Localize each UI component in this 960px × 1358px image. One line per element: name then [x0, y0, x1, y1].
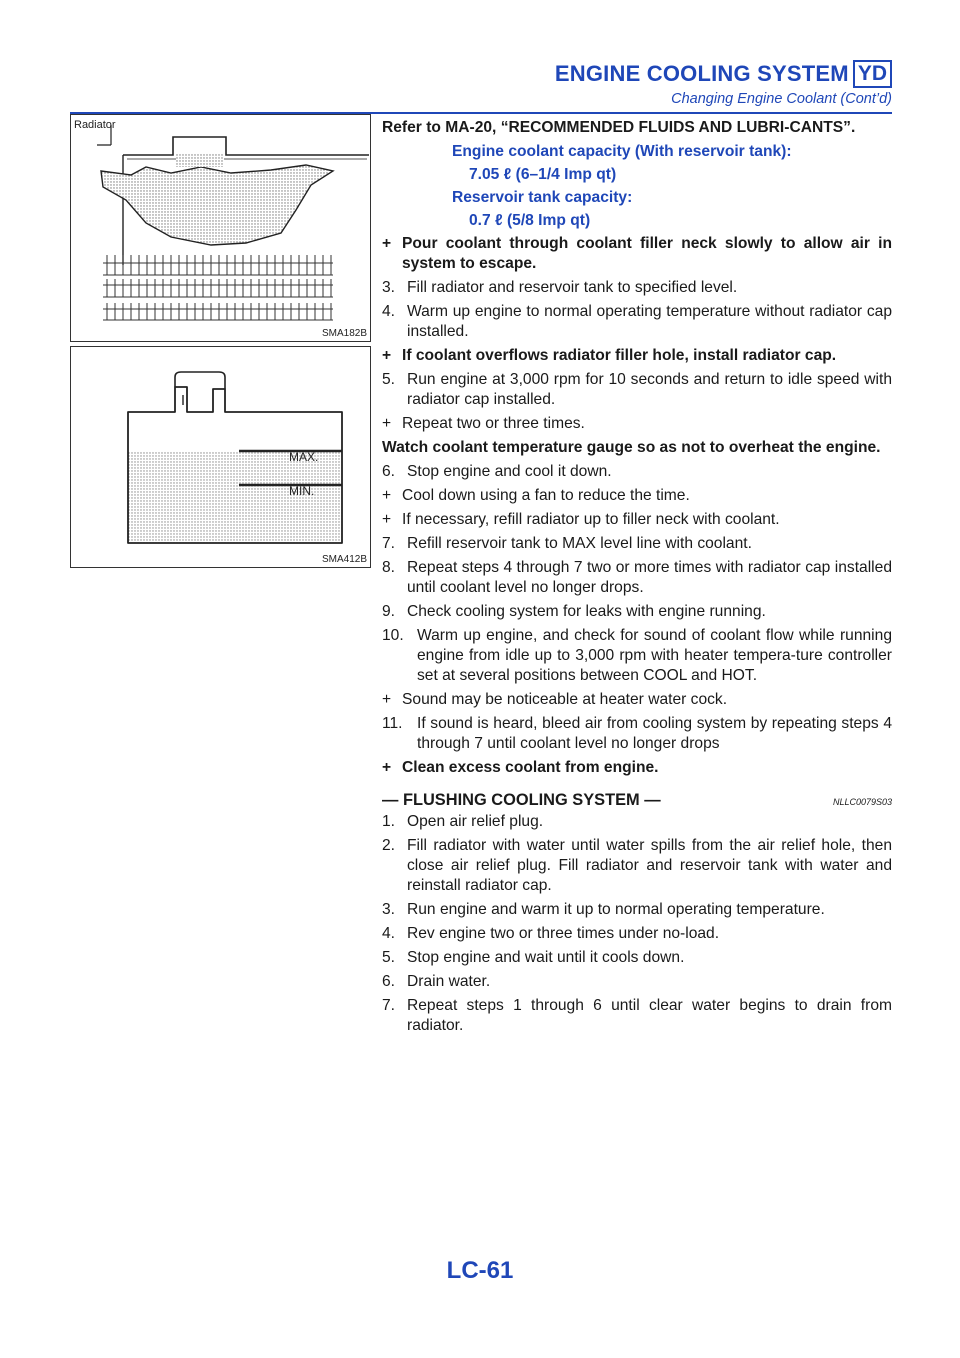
radiator-label: Radiator [74, 119, 116, 131]
list-item: 11. If sound is heard, bleed air from cooling system by repeating steps 4 through 7 until coolant level no longer drops [382, 715, 892, 752]
reservoir-capacity-value: 0.7 ℓ (5/8 Imp qt) [469, 212, 591, 229]
warning-paragraph: Watch coolant temperature gauge so as not to overheat the engine. [382, 439, 881, 456]
list-item: + Cool down using a fan to reduce the time. [382, 487, 690, 504]
list-item: + If coolant overflows radiator filler hole, install radiator cap. [382, 347, 837, 364]
procedure-text [382, 118, 892, 1040]
section-subtitle: Changing Engine Coolant (Cont’d) [671, 91, 892, 107]
list-item: 1. Open air relief plug. [382, 813, 544, 830]
list-item: 9. Check cooling system for leaks with engine running. [382, 603, 766, 620]
list-item: + Sound may be noticeable at heater water cock. [382, 691, 728, 708]
figure-id: SMA412B [321, 554, 367, 565]
engine-badge: YD [853, 60, 892, 88]
page-number: LC-61 [446, 1257, 514, 1284]
reservoir-capacity-label: Reservoir tank capacity: [452, 189, 633, 206]
list-item: 4. Rev engine two or three times under no-load. [382, 925, 720, 942]
section-code: NLLC0079S03 [832, 797, 892, 807]
radiator-figure [70, 114, 371, 342]
list-item: 3. Run engine and warm it up to normal operating temperature. [382, 901, 825, 918]
section-header [555, 60, 892, 88]
list-item: 8. Repeat steps 4 through 7 two or more times with radiator cap installed until coolant level no longer drops. [382, 559, 892, 596]
list-item: 7. Refill reservoir tank to MAX level line with coolant. [382, 535, 752, 552]
list-item: 5. Stop engine and wait until it cools down. [382, 949, 685, 966]
list-item: + If necessary, refill radiator up to filler neck with coolant. [382, 511, 780, 528]
list-item: + Clean excess coolant from engine. [382, 759, 659, 776]
radiator-illustration [71, 115, 372, 343]
list-item: + Pour coolant through coolant filler neck slowly to allow air in system to escape. [382, 235, 892, 272]
reservoir-tank-illustration [71, 347, 372, 569]
list-item: 4. Warm up engine to normal operating temperature without radiator cap installed. [382, 303, 892, 340]
list-item: 6. Drain water. [382, 973, 491, 990]
max-label: MAX. [289, 450, 319, 464]
list-item: 2. Fill radiator with water until water spills from the air relief hole, then close air relief plug. Fill radiator and reservoir tank with water and reinstall radiator cap. [382, 837, 892, 894]
section-title: ENGINE COOLING SYSTEM [554, 61, 849, 86]
flushing-title: — FLUSHING COOLING SYSTEM — [382, 791, 661, 809]
min-label: MIN. [289, 484, 315, 498]
list-item: 10. Warm up engine, and check for sound of coolant flow while running engine from idle up to 3,000 rpm with heater tempera-ture controller set at several positions between COOL and HOT. [382, 627, 892, 684]
capacity-value: 7.05 ℓ (6–1/4 Imp qt) [469, 166, 617, 183]
flushing-section-heading [382, 790, 892, 812]
capacity-label: Engine coolant capacity (With reservoir tank): [452, 143, 792, 160]
list-item: 6. Stop engine and cool it down. [382, 463, 612, 480]
reservoir-tank-figure [70, 346, 371, 568]
list-item: 7. Repeat steps 1 through 6 until clear water begins to drain from radiator. [382, 997, 892, 1034]
intro-paragraph: Refer to MA-20, “RECOMMENDED FLUIDS AND LUBRI-CANTS”. [382, 119, 856, 136]
list-item: 3. Fill radiator and reservoir tank to specified level. [382, 279, 738, 296]
list-item: + Repeat two or three times. [382, 415, 585, 432]
list-item: 5. Run engine at 3,000 rpm for 10 seconds and return to idle speed with radiator cap installed. [382, 371, 892, 408]
figure-id: SMA182B [321, 328, 367, 339]
